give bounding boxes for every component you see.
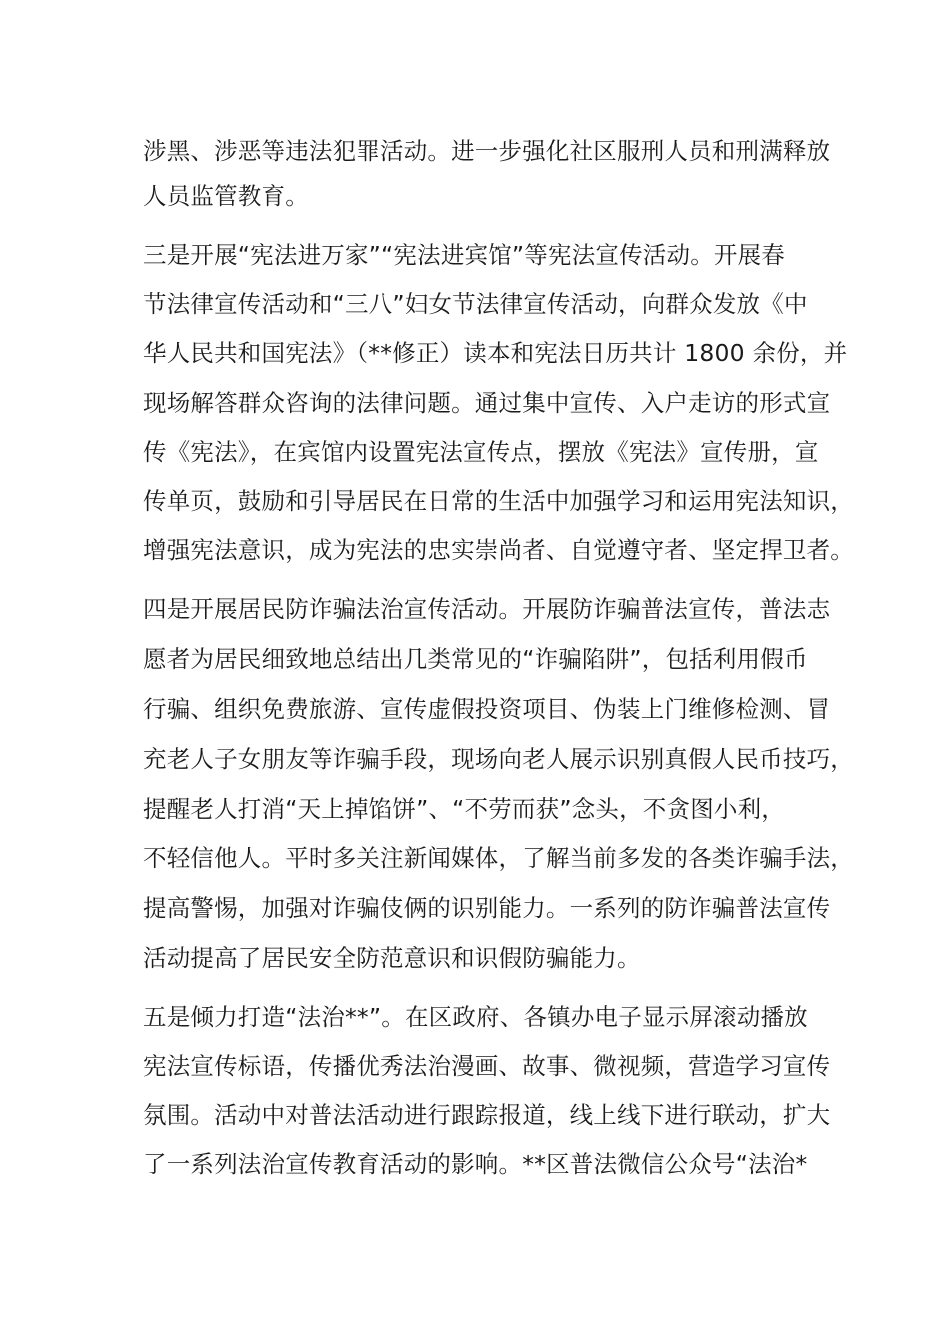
text-line: 传单页，鼓励和引导居民在日常的生活中加强学习和运用宪法知识，: [143, 487, 854, 515]
text-line: 现场解答群众咨询的法律问题。通过集中宣传、入户走访的形式宣: [143, 389, 831, 417]
text-line: 活动提高了居民安全防范意识和识假防骗能力。: [143, 944, 641, 972]
text-line: 人员监管教育。: [143, 182, 309, 210]
text-line: 不轻信他人。平时多关注新闻媒体，了解当前多发的各类诈骗手法，: [143, 844, 854, 872]
text-line: 四是开展居民防诈骗法治宣传活动。开展防诈骗普法宣传，普法志: [143, 595, 831, 623]
text-line: 五是倾力打造“法治**”。在区政府、各镇办电子显示屏滚动播放: [143, 1003, 808, 1031]
text-line: 传《宪法》，在宾馆内设置宪法宣传点，摆放《宪法》宣传册，宣: [143, 438, 819, 466]
text-line: 提醒老人打消“天上掉馅饼”、“不劳而获”念头，不贪图小利，: [143, 795, 785, 823]
text-line: 涉黑、涉恶等违法犯罪活动。进一步强化社区服刑人员和刑满释放: [143, 137, 831, 165]
text-line: 氛围。活动中对普法活动进行跟踪报道，线上线下进行联动，扩大: [143, 1101, 831, 1129]
text-line: 愿者为居民细致地总结出几类常见的“诈骗陷阱”，包括利用假币: [143, 645, 808, 673]
text-line: 华人民共和国宪法》（**修正）读本和宪法日历共计 1800 余份，并: [143, 339, 848, 367]
text-line: 行骗、组织免费旅游、宣传虚假投资项目、伪装上门维修检测、冒: [143, 695, 831, 723]
text-line: 三是开展“宪法进万家”“宪法进宾馆”等宪法宣传活动。开展春: [143, 241, 785, 269]
text-line: 提高警惕，加强对诈骗伎俩的识别能力。一系列的防诈骗普法宣传: [143, 894, 831, 922]
text-line: 充老人子女朋友等诈骗手段，现场向老人展示识别真假人民币技巧，: [143, 745, 854, 773]
text-line: 了一系列法治宣传教育活动的影响。**区普法微信公众号“法治*: [143, 1150, 808, 1178]
text-line: 增强宪法意识，成为宪法的忠实崇尚者、自觉遵守者、坚定捍卫者。: [143, 536, 854, 564]
text-line: 宪法宣传标语，传播优秀法治漫画、故事、微视频，营造学习宣传: [143, 1052, 831, 1080]
text-line: 节法律宣传活动和“三八”妇女节法律宣传活动，向群众发放《中: [143, 290, 808, 318]
